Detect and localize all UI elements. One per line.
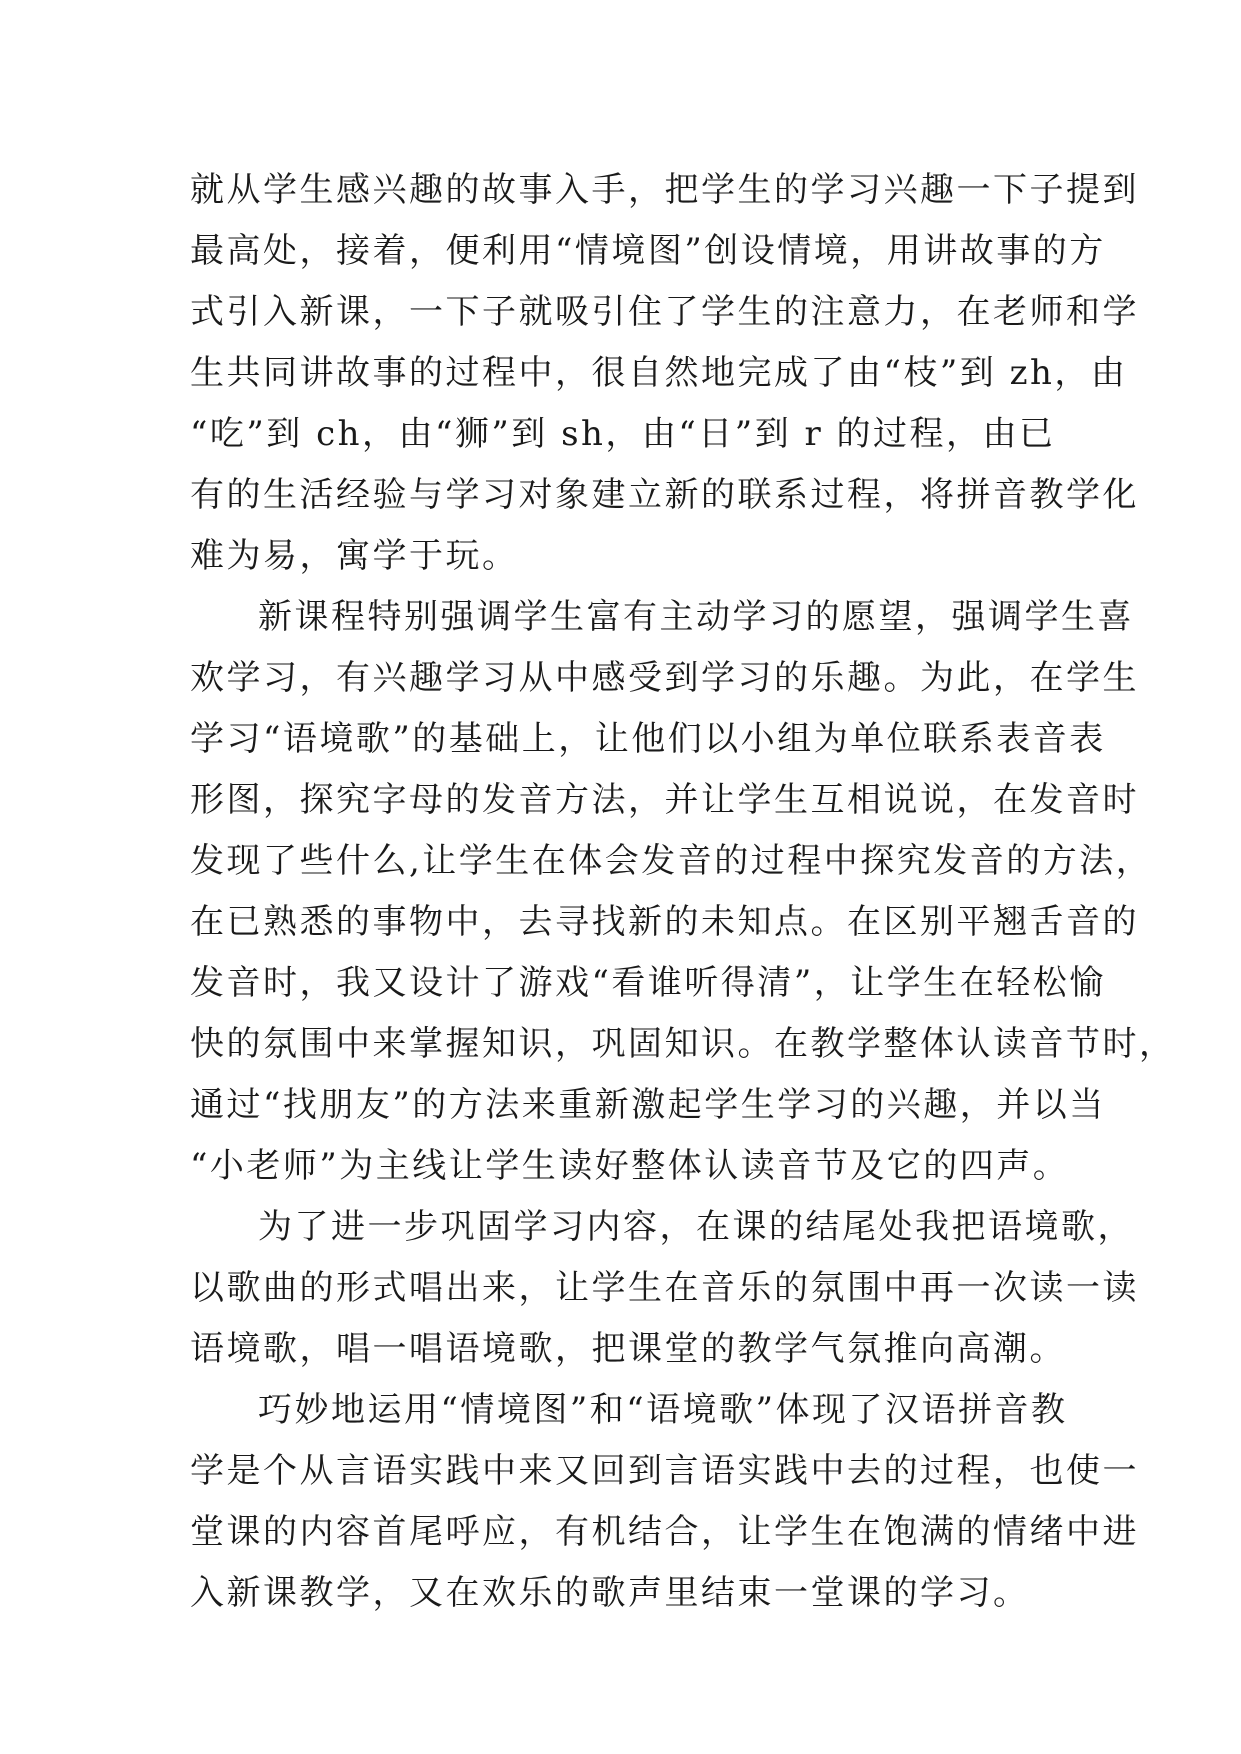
text-line: 入新课教学，又在欢乐的歌声里结束一堂课的学习。 — [190, 1573, 1030, 1613]
text-line: 堂课的内容首尾呼应，有机结合，让学生在饱满的情绪中进 — [190, 1512, 1139, 1552]
text-line: 难为易，寓学于玩。 — [190, 536, 519, 576]
text-line: 就从学生感兴趣的故事入手，把学生的学习兴趣一下子提到 — [190, 170, 1139, 210]
document-body — [190, 160, 1176, 1624]
text-line: 通过“找朋友”的方法来重新激起学生学习的兴趣，并以当 — [190, 1085, 1106, 1125]
paragraph-3 — [190, 1197, 1139, 1380]
text-line: 最高处，接着，便利用“情境图”创设情境，用讲故事的方 — [190, 231, 1106, 271]
text-line: 发音时，我又设计了游戏“看谁听得清”，让学生在轻松愉 — [190, 963, 1106, 1003]
text-line: 有的生活经验与学习对象建立新的联系过程，将拼音教学化 — [190, 475, 1139, 515]
text-line: 快的氛围中来掌握知识，巩固知识。在教学整体认读音节时， — [190, 1024, 1176, 1064]
text-line: 以歌曲的形式唱出来，让学生在音乐的氛围中再一次读一读 — [190, 1268, 1139, 1308]
paragraph-1 — [190, 160, 1139, 587]
text-line: 学习“语境歌”的基础上，让他们以小组为单位联系表音表 — [190, 719, 1106, 759]
text-line: 学是个从言语实践中来又回到言语实践中去的过程，也使一 — [190, 1451, 1139, 1491]
text-line: 语境歌，唱一唱语境歌，把课堂的教学气氛推向高潮。 — [190, 1329, 1066, 1369]
text-line-indented: 为了进一步巩固学习内容，在课的结尾处我把语境歌， — [258, 1207, 1134, 1247]
text-line: 在已熟悉的事物中，去寻找新的未知点。在区别平翘舌音的 — [190, 902, 1139, 942]
paragraph-2 — [190, 587, 1176, 1197]
text-line: 发现了些什么,让学生在体会发音的过程中探究发音的方法， — [190, 841, 1153, 881]
text-line: “小老师”为主线让学生读好整体认读音节及它的四声。 — [190, 1146, 1070, 1186]
text-line: 式引入新课，一下子就吸引住了学生的注意力，在老师和学 — [190, 292, 1139, 332]
paragraph-4 — [190, 1380, 1139, 1624]
text-line: 欢学习，有兴趣学习从中感受到学习的乐趣。为此，在学生 — [190, 658, 1139, 698]
text-line: 形图，探究字母的发音方法，并让学生互相说说，在发音时 — [190, 780, 1139, 820]
text-line-indented: 新课程特别强调学生富有主动学习的愿望，强调学生喜 — [258, 597, 1134, 637]
text-line-indented: 巧妙地运用“情境图”和“语境歌”体现了汉语拼音教 — [258, 1390, 1068, 1430]
text-line: 生共同讲故事的过程中，很自然地完成了由“枝”到 zh，由 — [190, 353, 1128, 393]
text-line: “吃”到 ch，由“狮”到 sh，由“日”到 r 的过程，由已 — [190, 414, 1056, 454]
